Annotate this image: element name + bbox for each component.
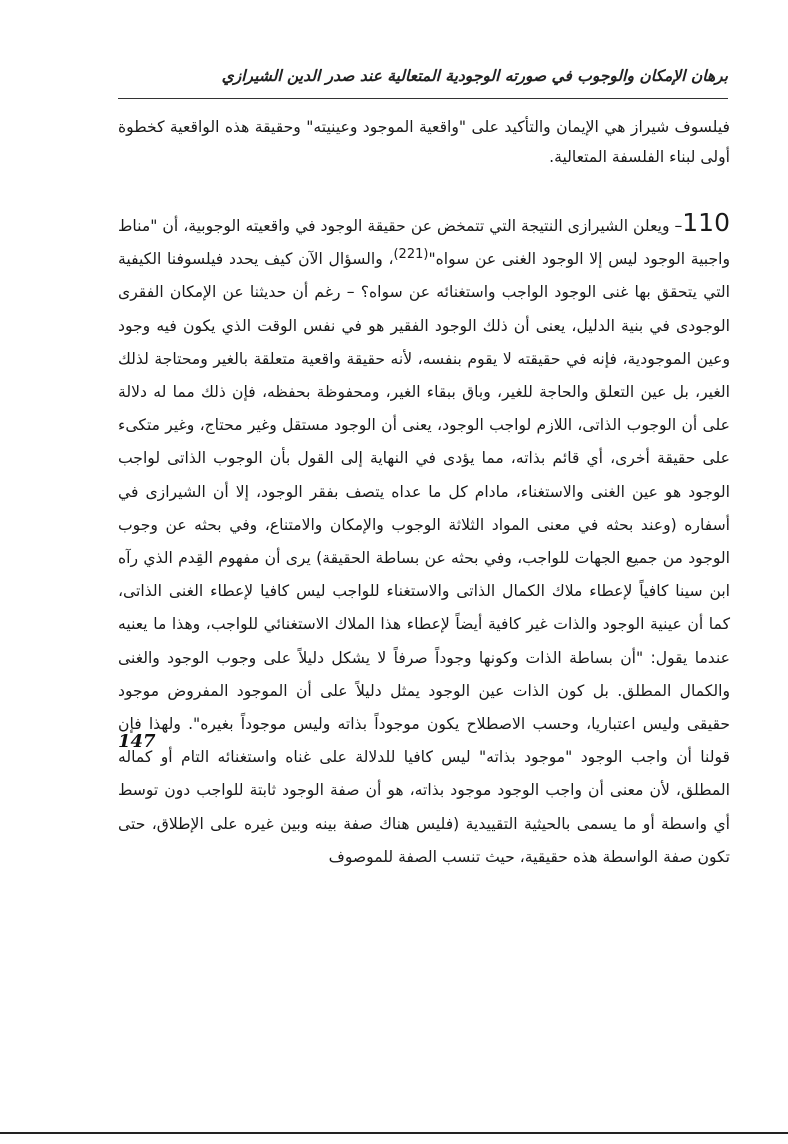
bottom-rule [0,1132,788,1134]
paragraph-2-text-rest: ، والسؤال الآن كيف يحدد فيلسوفنا الكيفية التي يتحقق بها غنى الوجود الواجب واستغنائه عن سواه؟ – رغم أن حديثنا عن الإمكان الفقرى الوجودى في بنية الدليل، يعنى أن ذلك الوجود الفقير هو في نفس الوقت الذي يكون فيه وجود وعين الموجودية، فإنه في حقيقته لا يقوم بنفسه، لأنه حقيقة واقعية متعلقة بالغير ومحتاجة لذلك الغير، بل عين التعلق والحاجة للغير، وباق ببقاء الغير، ومحفوظة بحفظه، فإن ذلك مما له دلالة على أن الوجوب الذاتى، اللازم لواجب الوجود، يعنى أن الوجود مستقل وغير محتاج، وغير متكىء على حقيقة أخرى، أي قائم بذاته، مما يؤدى في النهاية إلى القول بأن الوجوب الذاتى لواجب الوجود هو عين الغنى والاستغناء، مادام كل ما عداه يتصف بفقر الوجود، إلا أن الشيرازى في أسفاره (وعند بحثه في معنى المواد الثلاثة الوجوب والإمكان والامتناع، وفي بحثه عن وجوب الوجود من جميع الجهات للواجب، وفي بحثه عن بساطة الحقيقة) يرى أن مفهوم القِدم الذي رآه ابن سينا كافياً لإعطاء ملاك الكمال الذاتى والاستغناء للواجب ليس كافيا لإعطاء الغنى الذاتى، كما أن عينية الوجود والذات غير كافية أيضاً لإعطاء هذا الملاك الاستغنائي للواجب، وهذا ما يعنيه عندما يقول: "أن بساطة الذات وكونها وجوداً صرفاً لا يشكل دليلاً على وجوب الوجود والغنى والكمال المطلق. بل كون الذات عين الوجود يمثل دليلاً على أن الموجود المفروض موجود حقيقى وليس اعتباريا، وحسب الاصطلاح يكون موجوداً بذاته وليس موجوداً بغيره". ولهذا فإن قولنا أن واجب الوجود "موجود بذاته" ليس كافيا للدلالة على غناه واستغنائه التام أو كماله المطلق، لأن معنى أن واجب الوجود موجود بذاته، هو أن صفة الوجود ثابتة للواجب دون توسط أي واسطة أو ما يسمى بالحيثية التقييدية (فليس هناك صفة بينه وبين غيره على الإطلاق، حتى تكون صفة الواسطة هذه حقيقية، حيث تنسب الصفة للموصوف [118,250,730,866]
footnote-marker: (221) [393,247,429,263]
paragraph-number: 110 [682,208,730,237]
paragraph-2-text-start: – ويعلن الشيرازى النتيجة التي تتمخض عن حقيقة الوجود في واقعيته الوجوبية، أن "مناط واجبية الوجود ليس إلا الوجود الغنى عن سواه" [118,217,730,269]
paragraph-1 [118,112,730,172]
paragraph-2 [118,206,730,874]
running-header: برهان الإمكان والوجوب في صورته الوجودية المتعالية عند صدر الدين الشيرازي [221,66,728,85]
paragraph-1-text: فيلسوف شيراز هي الإيمان والتأكيد على "واقعية الموجود وعينيته" وحقيقة هذه الواقعية كخطوة أولى لبناء الفلسفة المتعالية. [118,118,730,166]
header-rule [118,98,728,99]
page-number: 147 [118,731,156,752]
